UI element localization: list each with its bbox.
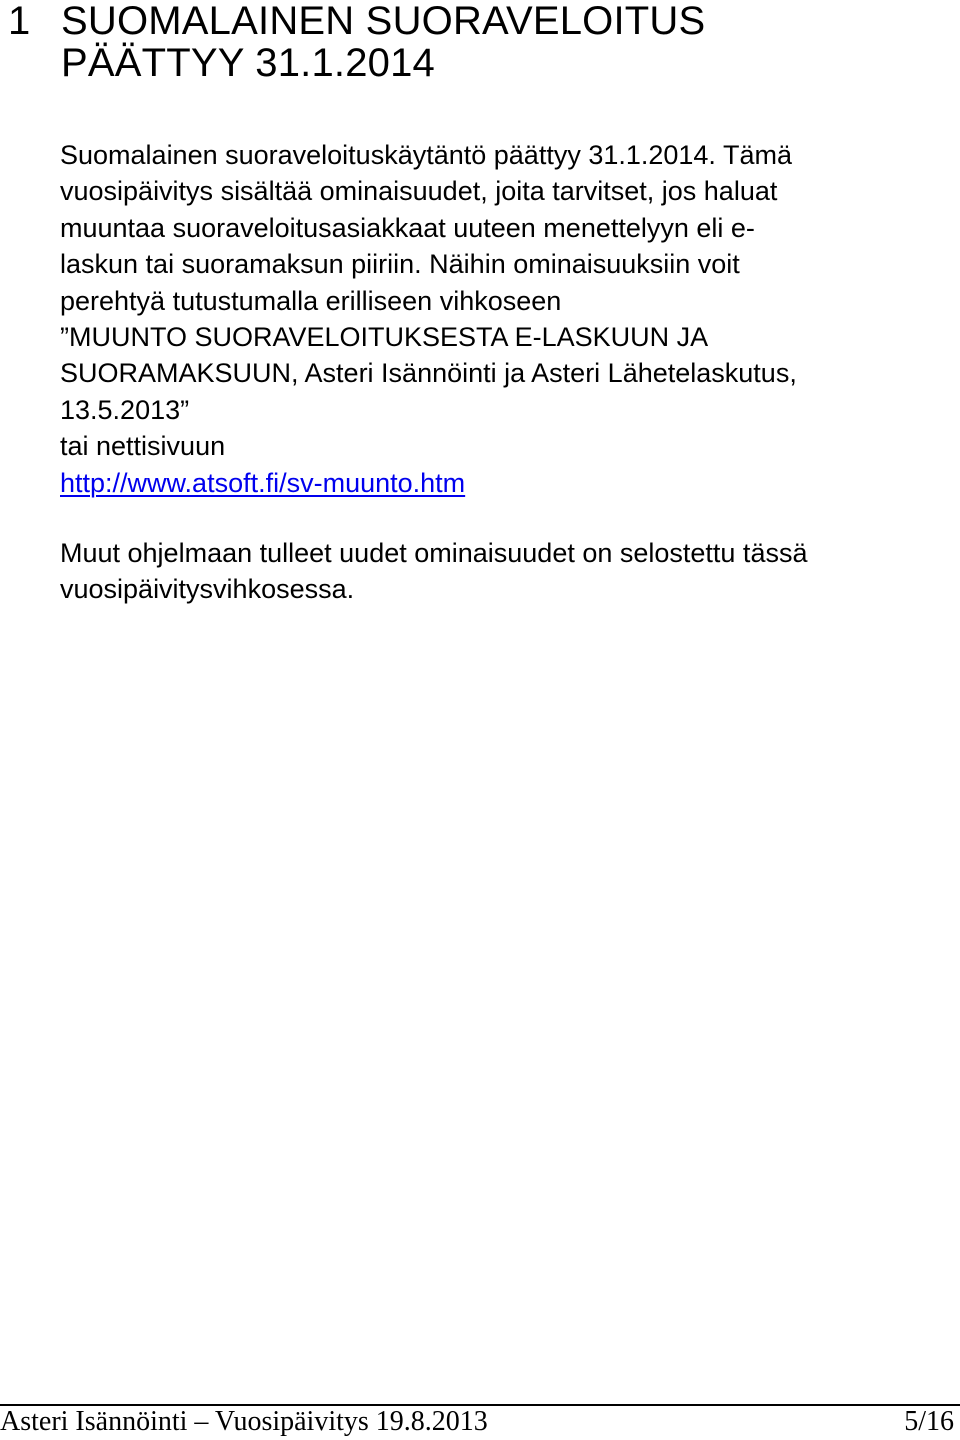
paragraph-line: muuntaa suoraveloitusasiakkaat uuteen menettelyyn eli e-: [60, 212, 755, 243]
paragraph-line: vuosipäivitys sisältää ominaisuudet, joita tarvitset, jos haluat: [60, 176, 778, 207]
section-title-line-1: SUOMALAINEN SUORAVELOITUS: [61, 0, 706, 43]
closing-paragraph: [60, 535, 940, 608]
paragraph-line: Muut ohjelmaan tulleet uudet ominaisuudet on selostettu tässä: [60, 538, 808, 568]
page-number: 5/16: [904, 1406, 954, 1437]
paragraph-line: SUORAMAKSUUN, Asteri Isännöinti ja Asteri Lähetelaskutus,: [60, 358, 797, 389]
section-title-line-2: PÄÄTTYY 31.1.2014: [61, 41, 436, 85]
paragraph-line: 13.5.2013”: [60, 394, 190, 425]
section-number: 1: [8, 0, 31, 43]
paragraph-line: vuosipäivitysvihkosessa.: [60, 574, 355, 605]
paragraph-line: ”MUUNTO SUORAVELOITUKSESTA E-LASKUUN JA: [60, 322, 709, 353]
paragraph-line: laskun tai suoramaksun piiriin. Näihin ominaisuuksiin voit: [60, 249, 740, 280]
muunto-web-link[interactable]: http://www.atsoft.fi/sv-muunto.htm: [60, 467, 466, 498]
paragraph-line: tai nettisivuun: [60, 431, 226, 462]
footer-title: Asteri Isännöinti – Vuosipäivitys 19.8.2013: [0, 1406, 488, 1437]
section-heading: [8, 0, 948, 84]
link-line: [60, 465, 940, 501]
paragraph-line: Suomalainen suoraveloituskäytäntö päättyy 31.1.2014. Tämä: [60, 140, 792, 170]
intro-paragraph: [60, 137, 940, 501]
paragraph-line: perehtyä tutustumalla erilliseen vihkoseen: [60, 285, 562, 316]
